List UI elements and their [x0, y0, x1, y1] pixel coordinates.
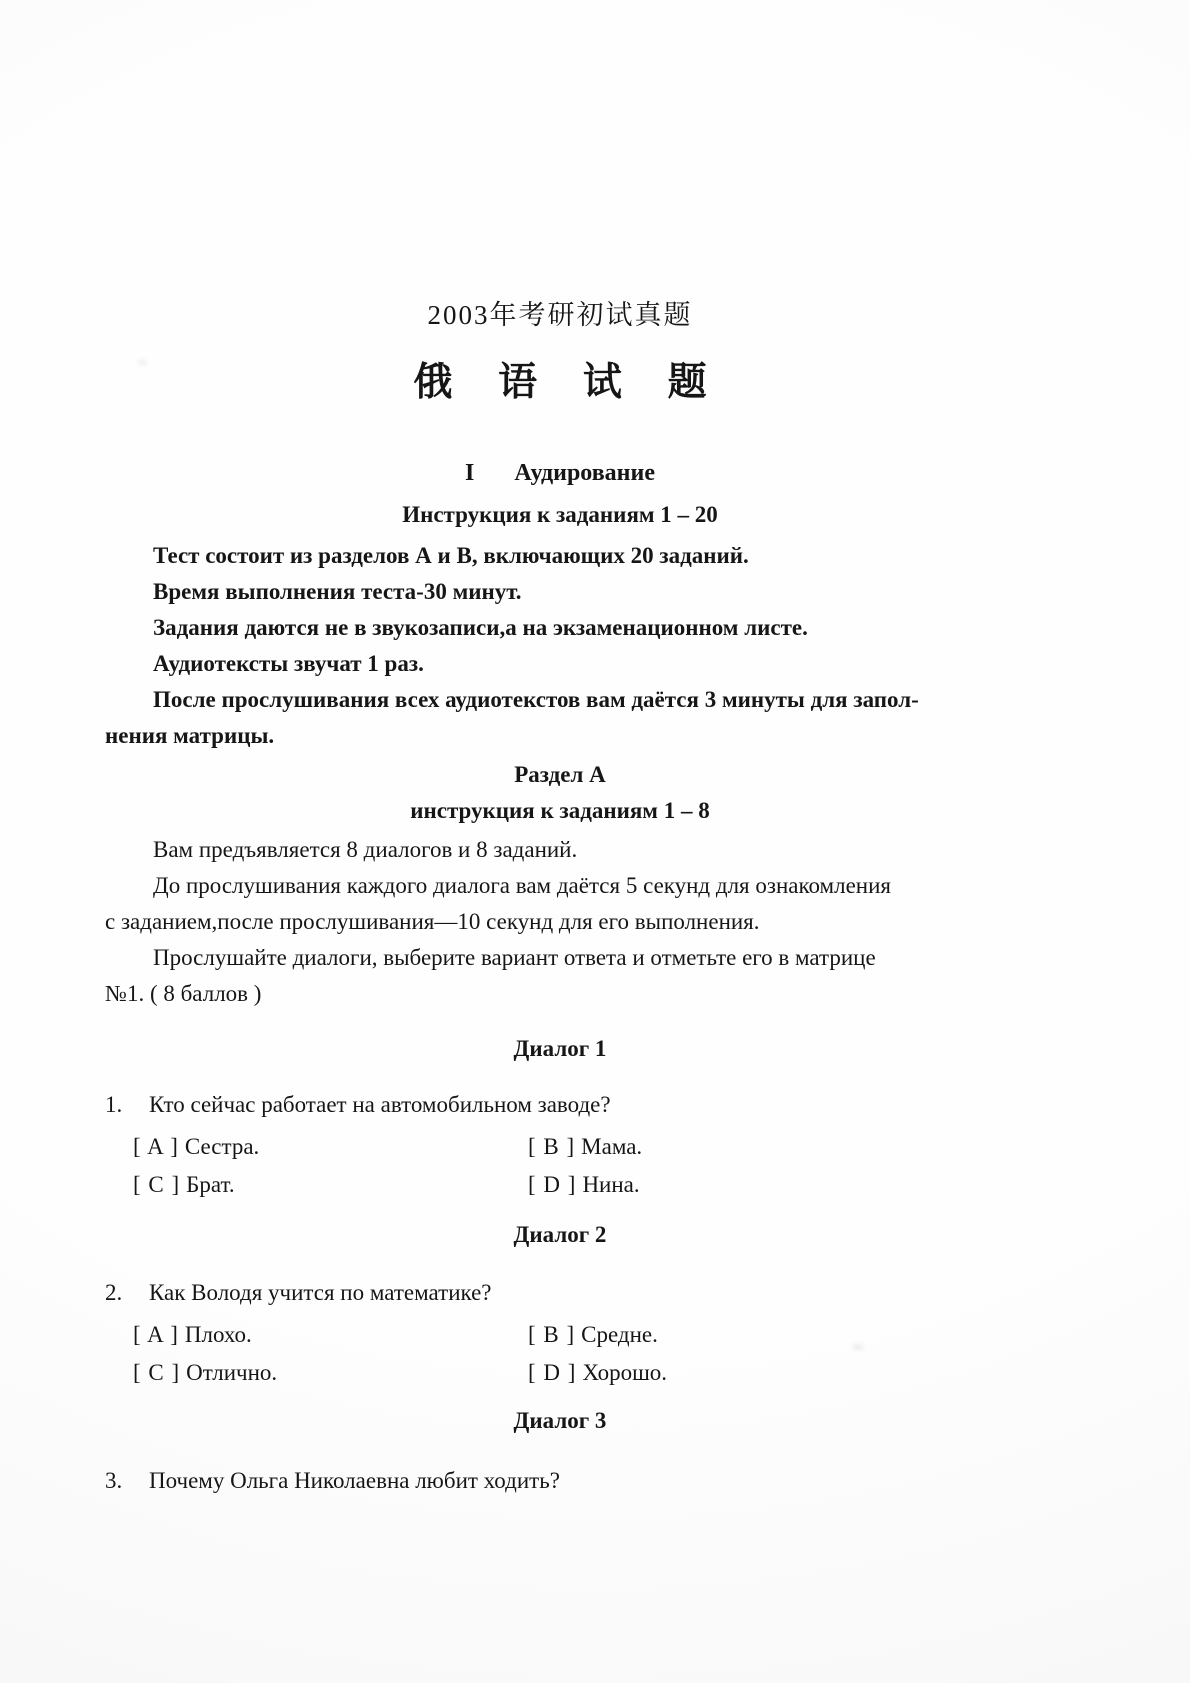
option-b: [528, 1134, 1015, 1160]
scan-artifact: [852, 1344, 864, 1350]
instruction-line: Аудиотексты звучат 1 раз.: [153, 651, 424, 676]
option-d-text: Нина.: [582, 1172, 640, 1197]
option-a-text: Плохо.: [184, 1322, 252, 1347]
option-c-label: [ C ]: [133, 1172, 181, 1197]
instruction-line: Задания даются не в звукозаписи,а на экзаменационном листе.: [153, 615, 808, 640]
instruction-line: Тест состоит из разделов А и В, включающих 20 заданий.: [153, 543, 749, 568]
question-3-text: Почему Ольга Николаевна любит ходить?: [149, 1468, 560, 1493]
option-d-label: [ D ]: [528, 1360, 577, 1385]
option-d: [528, 1172, 1015, 1198]
option-a: [133, 1134, 528, 1160]
section-a-instructions: [105, 832, 1015, 1012]
option-d: [528, 1360, 1015, 1386]
instruction-line: с заданием,после прослушивания—10 секунд для его выполнения.: [105, 909, 760, 934]
question-3: [105, 1466, 1015, 1496]
subject-title: 俄 语 试 题: [413, 361, 725, 404]
listening-instructions: [105, 538, 1015, 754]
question-3-number: 3.: [105, 1468, 123, 1493]
exam-title-chinese: 2003年考研初试真题: [427, 300, 693, 330]
question-2-text: Как Володя учится по математике?: [149, 1280, 492, 1305]
dialog-3-heading: Диалог 3: [513, 1408, 607, 1433]
option-b-label: [ B ]: [528, 1134, 576, 1159]
dialog-2-heading: Диалог 2: [513, 1222, 607, 1247]
instruction-line: Время выполнения теста-30 минут.: [153, 579, 522, 604]
section-numeral: I: [465, 460, 475, 486]
option-d-text: Хорошо.: [582, 1360, 668, 1385]
option-b: [528, 1322, 1015, 1348]
instruction-line: Прослушайте диалоги, выберите вариант ответа и отметьте его в матрице: [153, 945, 876, 970]
option-a-text: Сестра.: [184, 1134, 260, 1159]
option-b-label: [ B ]: [528, 1322, 576, 1347]
option-c-text: Отлично.: [186, 1360, 278, 1385]
section-a-heading: Раздел А: [514, 762, 606, 787]
question-1-options: [133, 1128, 1015, 1204]
question-2: [105, 1278, 1015, 1308]
instruction-line: №1. ( 8 баллов ): [105, 981, 262, 1006]
section-1-heading: [105, 458, 1015, 488]
question-1-number: 1.: [105, 1092, 123, 1117]
option-c-label: [ C ]: [133, 1360, 181, 1385]
question-1-text: Кто сейчас работает на автомобильном заводе?: [149, 1092, 611, 1117]
instruction-line: нения матрицы.: [105, 723, 275, 748]
question-2-number: 2.: [105, 1280, 123, 1305]
option-a: [133, 1322, 528, 1348]
dialog-1-heading: Диалог 1: [513, 1036, 607, 1061]
option-a-label: [ A ]: [133, 1322, 179, 1347]
question-2-options: [133, 1316, 1015, 1392]
instruction-heading-1-20: Инструкция к заданиям 1 – 20: [402, 502, 718, 527]
option-d-label: [ D ]: [528, 1172, 577, 1197]
instruction-line: После прослушивания всех аудиотекстов вам даётся 3 минуты для запол-: [153, 687, 919, 712]
question-1: [105, 1090, 1015, 1120]
option-c-text: Брат.: [186, 1172, 235, 1197]
option-b-text: Мама.: [581, 1134, 643, 1159]
scan-artifact: [138, 360, 147, 365]
instruction-line: До прослушивания каждого диалога вам даётся 5 секунд для ознакомления: [153, 873, 891, 898]
instruction-line: Вам предъявляется 8 диалогов и 8 заданий.: [153, 837, 578, 862]
option-b-text: Средне.: [581, 1322, 658, 1347]
instruction-heading-1-8: инструкция к заданиям 1 – 8: [410, 798, 710, 823]
option-c: [133, 1172, 528, 1198]
option-a-label: [ A ]: [133, 1134, 179, 1159]
option-c: [133, 1360, 528, 1386]
section-title: Аудирование: [514, 460, 655, 486]
document-body: [105, 0, 1015, 1496]
